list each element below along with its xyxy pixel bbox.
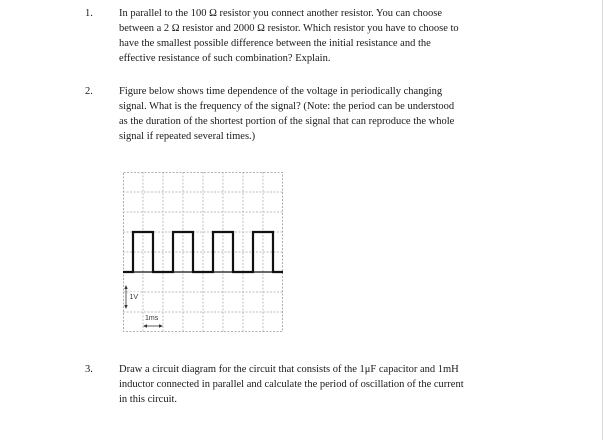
time-scale-label: 1ms: [145, 315, 159, 322]
question-1-line: between a 2 Ω resistor and 2000 Ω resistor. Which resistor you have to choose to: [119, 23, 459, 34]
question-1-number: 1.: [85, 8, 93, 19]
square-wave-signal: [123, 232, 283, 272]
question-3-line: in this circuit.: [119, 394, 178, 405]
time-arrow-left-icon: [143, 324, 147, 327]
voltage-arrow-up-icon: [124, 285, 127, 289]
voltage-scale-marker: [124, 285, 140, 309]
time-arrow-right-icon: [159, 324, 163, 327]
question-1-line: In parallel to the 100 Ω resistor you connect another resistor. You can choose: [119, 8, 443, 19]
question-2-line: signal. What is the frequency of the signal? (Note: the period can be understood: [119, 101, 455, 112]
oscilloscope-figure: [123, 172, 283, 332]
question-3-number: 3.: [85, 364, 93, 375]
question-3-line: inductor connected in parallel and calculate the period of oscillation of the current: [119, 379, 464, 390]
voltage-scale-label: 1V: [129, 294, 139, 301]
question-1-text: [119, 6, 519, 66]
voltage-arrow-down-icon: [124, 305, 127, 309]
question-2-number: 2.: [85, 86, 93, 97]
question-1-line: effective resistance of such combination? Explain.: [119, 53, 331, 64]
question-3-line: Draw a circuit diagram for the circuit that consists of the 1μF capacitor and 1mH: [119, 364, 459, 375]
oscilloscope-graph: [123, 172, 283, 332]
question-1-line: have the smallest possible difference between the initial resistance and the: [119, 38, 431, 49]
question-2-line: Figure below shows time dependence of the voltage in periodically changing: [119, 86, 443, 97]
question-2-line: signal if repeated several times.): [119, 131, 256, 142]
question-3-text: [119, 362, 519, 407]
oscilloscope-grid: [123, 172, 283, 332]
time-scale-marker: [143, 313, 163, 328]
question-2-line: as the duration of the shortest portion of the signal that can reproduce the whole: [119, 116, 455, 127]
question-2-text: [119, 84, 519, 144]
grid-frame: [124, 173, 283, 332]
